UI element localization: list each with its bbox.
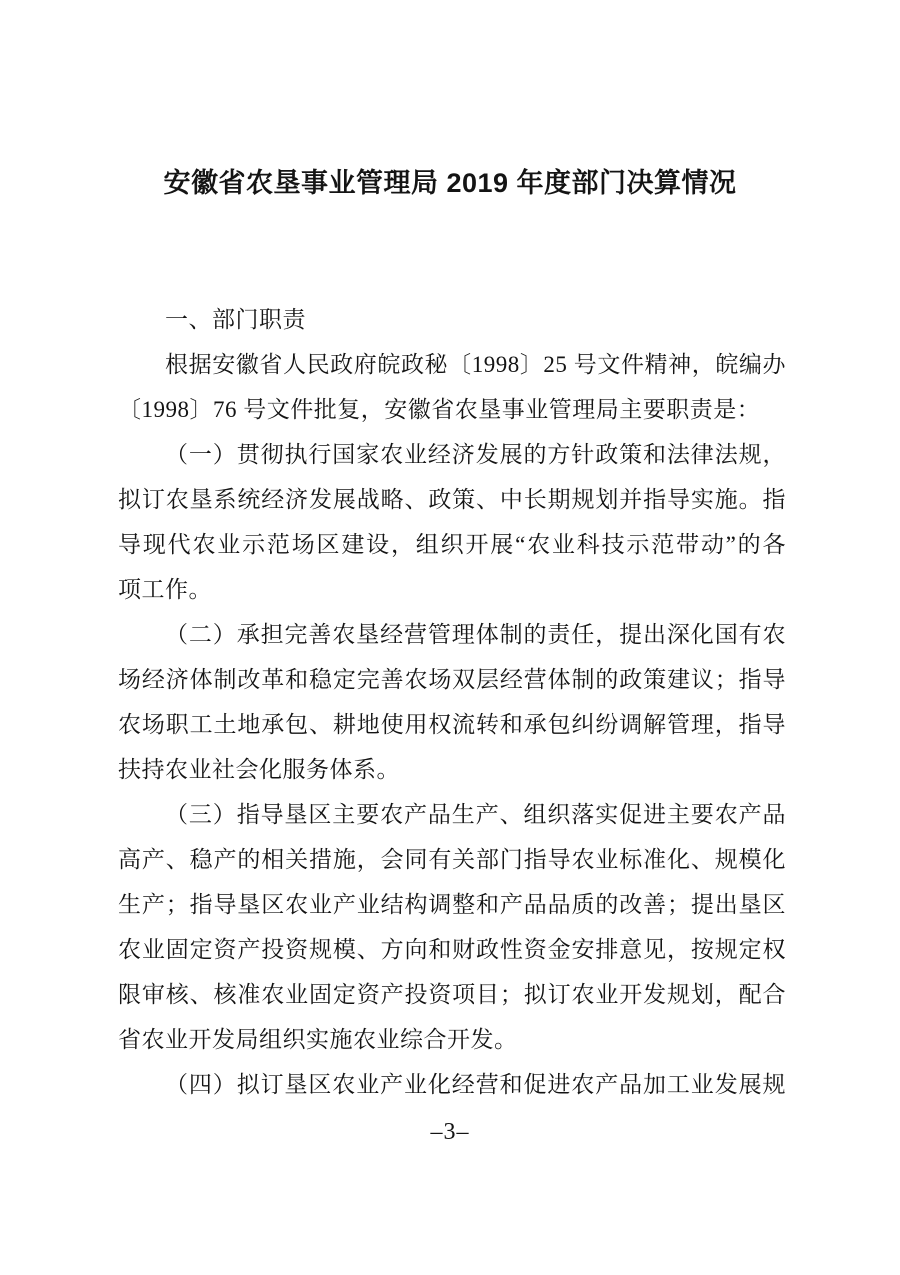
body-line: 扶持农业社会化服务体系。 [118, 757, 400, 782]
body-line: 根据安徽省人民政府皖政秘〔1998〕25 号文件精神，皖编办 [165, 352, 786, 377]
body-line: 高产、稳产的相关措施，会同有关部门指导农业标准化、规模化 [118, 847, 786, 872]
body-line: （三）指导垦区主要农产品生产、组织落实促进主要农产品 [165, 802, 786, 827]
body-line: 农业固定资产投资规模、方向和财政性资金安排意见，按规定权 [118, 937, 786, 962]
body-line: 农场职工土地承包、耕地使用权流转和承包纠纷调解管理，指导 [118, 712, 786, 737]
body-line: 项工作。 [118, 577, 212, 602]
body-line: 生产；指导垦区农业产业结构调整和产品品质的改善；提出垦区 [118, 892, 786, 917]
page-number: –3– [430, 1119, 470, 1145]
body-line: 拟订农垦系统经济发展战略、政策、中长期规划并指导实施。指 [118, 487, 786, 512]
body-line: （二）承担完善农垦经营管理体制的责任，提出深化国有农 [165, 622, 786, 647]
body-line: 省农业开发局组织实施农业综合开发。 [118, 1027, 518, 1052]
section-heading: 一、部门职责 [165, 307, 306, 332]
body-line: 限审核、核准农业固定资产投资项目；拟订农业开发规划，配合 [118, 982, 786, 1007]
body-line: 〔1998〕76 号文件批复，安徽省农垦事业管理局主要职责是： [118, 397, 761, 422]
body-line: 导现代农业示范场区建设，组织开展“农业科技示范带动”的各 [118, 532, 786, 557]
body-line: 场经济体制改革和稳定完善农场双层经营体制的政策建议；指导 [118, 667, 786, 692]
document-body [118, 297, 786, 1107]
document-title: 安徽省农垦事业管理局 2019 年度部门决算情况 [163, 168, 737, 198]
body-line: （四）拟订垦区农业产业化经营和促进农产品加工业发展规 [165, 1072, 786, 1097]
body-line: （一）贯彻执行国家农业经济发展的方针政策和法律法规， [165, 442, 786, 467]
